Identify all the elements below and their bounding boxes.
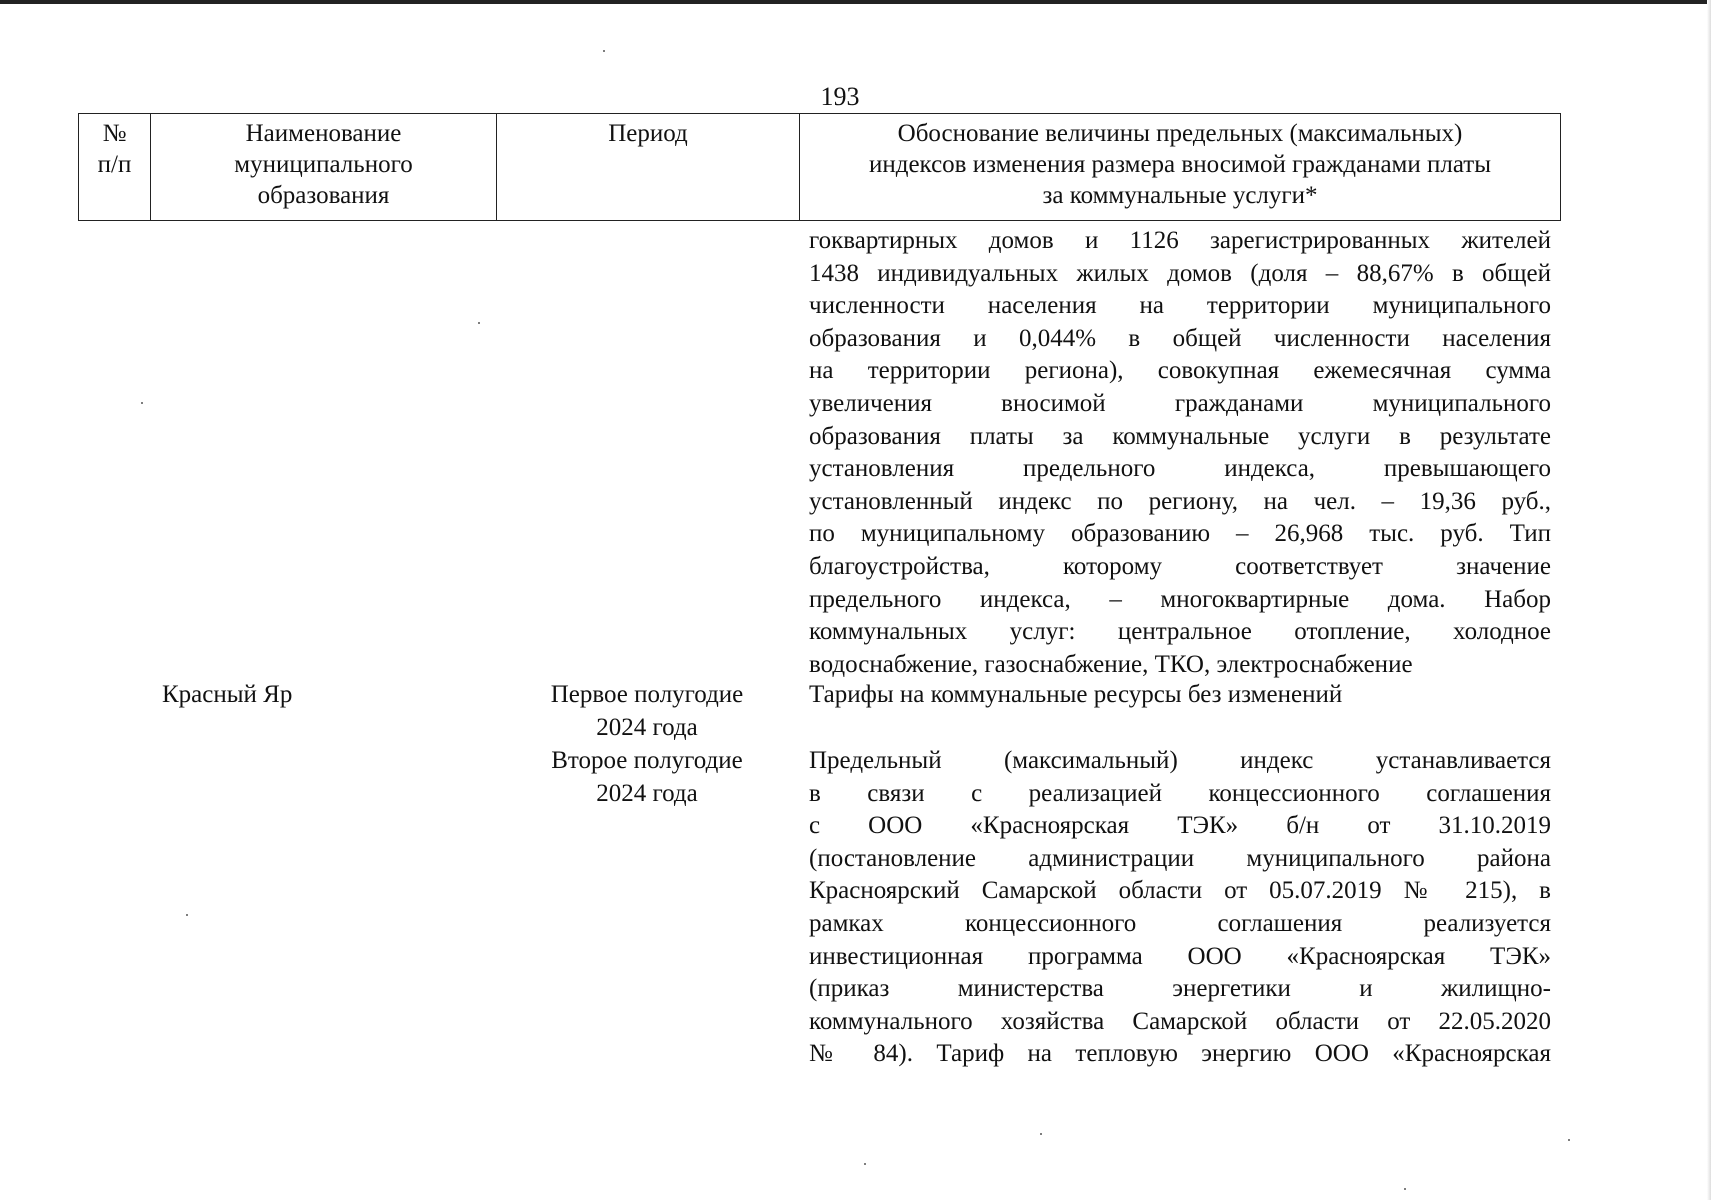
municipality-name: Красный Яр (162, 681, 293, 708)
header-text: № (102, 120, 127, 147)
text-line: на территории региона), совокупная ежемесячная сумма (809, 357, 1551, 385)
text-line: рамках концессионного соглашения реализуется (809, 909, 1551, 937)
header-text: Обоснование величины предельных (максимальных) (897, 120, 1463, 147)
basis-second-half (809, 745, 1551, 1071)
period-first-half (512, 679, 782, 744)
page-number: 193 (820, 82, 860, 111)
period-text: 2024 года (596, 779, 698, 807)
text-line: благоустройства, которому соответствует значение (809, 552, 1551, 580)
text-line: установления предельного индекса, превышающего (809, 455, 1551, 483)
text-line: водоснабжение, газоснабжение, ТКО, электроснабжение (809, 650, 1413, 678)
text-line: (постановление администрации муниципального района (809, 844, 1551, 872)
period-text: 2024 года (596, 713, 698, 741)
header-cell-basis (800, 114, 1560, 220)
scan-speck (1040, 1133, 1042, 1135)
header-text: п/п (97, 151, 132, 178)
text-line: инвестиционная программа ООО «Красноярская ТЭК» (809, 942, 1551, 970)
scan-speck (478, 322, 480, 324)
scan-speck (864, 1163, 866, 1165)
basis-first-half: Тарифы на коммунальные ресурсы без изменений (809, 681, 1343, 708)
text-line: № 84). Тариф на тепловую энергию ООО «Красноярская (809, 1040, 1551, 1068)
table-header (78, 113, 1561, 221)
scan-speck (1404, 1188, 1406, 1190)
text-line: в связи с реализацией концессионного соглашения (809, 779, 1551, 807)
text-line: численности населения на территории муниципального (809, 292, 1551, 320)
header-text: образования (257, 182, 390, 209)
text-line: увеличения вносимой гражданами муниципального (809, 389, 1551, 417)
header-cell-municipality (151, 114, 497, 220)
scan-right-edge (1707, 0, 1711, 1200)
scan-speck (186, 914, 188, 916)
scan-speck (1568, 1139, 1570, 1141)
text-line: коммунального хозяйства Самарской области от 22.05.2020 (809, 1007, 1551, 1035)
header-text: за коммунальные услуги* (1042, 182, 1318, 209)
text-line: образования и 0,044% в общей численности населения (809, 324, 1551, 352)
text-line: коммунальных услуг: центральное отопление, холодное (809, 618, 1551, 646)
text-line: образования платы за коммунальные услуги в результате (809, 422, 1551, 450)
text-line: 1438 индивидуальных жилых домов (доля – 88,67% в общей (809, 259, 1551, 287)
period-text: Второе полугодие (551, 747, 743, 774)
text-line: с ООО «Красноярская ТЭК» б/н от 31.10.2019 (809, 812, 1551, 840)
header-text: Период (608, 120, 688, 147)
text-line: (приказ министерства энергетики и жилищно- (809, 975, 1551, 1003)
header-text: Наименование (245, 120, 402, 147)
text-line: гоквартирных домов и 1126 зарегистрированных жителей (809, 227, 1551, 254)
scan-top-edge (0, 0, 1711, 4)
header-text: муниципального (234, 151, 413, 178)
continued-basis-text (809, 225, 1551, 681)
header-text: индексов изменения размера вносимой гражданами платы (868, 151, 1492, 178)
header-cell-period (497, 114, 800, 220)
text-line: установленный индекс по региону, на чел. – 19,36 руб., (809, 487, 1551, 515)
period-second-half (512, 745, 782, 810)
scan-speck (603, 50, 605, 52)
period-text: Первое полугодие (550, 681, 744, 708)
scan-speck (141, 402, 143, 404)
text-line: по муниципальному образованию – 26,968 тыс. руб. Тип (809, 520, 1551, 548)
text-line: Красноярский Самарской области от 05.07.2019 № 215), в (809, 877, 1551, 905)
text-line: Предельный (максимальный) индекс устанавливается (809, 747, 1551, 774)
text-line: предельного индекса, – многоквартирные дома. Набор (809, 585, 1551, 613)
header-cell-number (79, 114, 151, 220)
